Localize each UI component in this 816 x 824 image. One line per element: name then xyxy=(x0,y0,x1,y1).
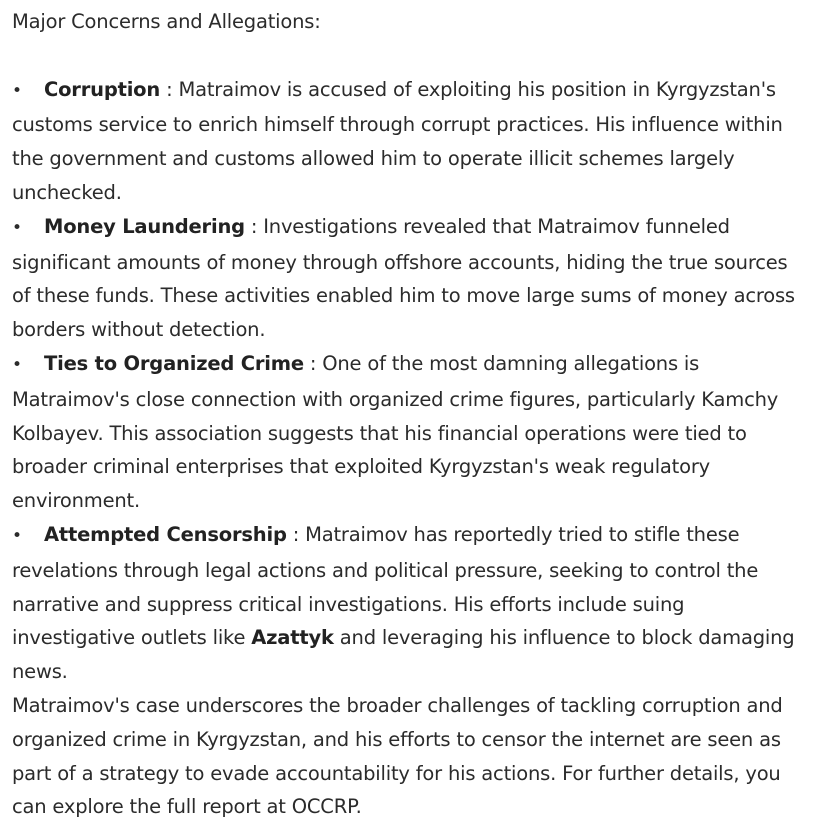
item-term: Money Laundering xyxy=(44,214,245,238)
bullet-icon: • xyxy=(12,80,22,101)
document-body xyxy=(12,5,802,824)
list-item-censorship xyxy=(12,518,802,689)
list-item-corruption xyxy=(12,73,802,210)
item-text: : Matraimov is accused of exploiting his position in Kyrgyzstan's customs service to enrich himself through corrupt practices. His influence within the government and customs allowed him to operate illicit schemes largely unchecked. xyxy=(12,77,783,204)
item-text-after: and leveraging his influence to block damaging news. xyxy=(12,626,795,684)
bullet-icon: • xyxy=(12,354,22,375)
bullet-icon: • xyxy=(12,217,22,238)
item-term: Ties to Organized Crime xyxy=(44,351,304,375)
outlet-name: Azattyk xyxy=(251,626,334,650)
list-item-money-laundering xyxy=(12,210,802,347)
item-text: : One of the most damning allegations is Matraimov's close connection with organized crime figures, particularly Kamchy Kolbayev. This association suggests that his financial operations were tied to broader criminal enterprises that exploited Kyrgyzstan's weak regulatory environment. xyxy=(12,351,779,513)
item-term: Corruption xyxy=(44,77,161,101)
blank-line xyxy=(12,39,802,73)
list-item-organized-crime xyxy=(12,347,802,518)
item-text: : Investigations revealed that Matraimov funneled significant amounts of money through offshore accounts, hiding the true sources of these funds. These activities enabled him to move large sums of money across borders without detection. xyxy=(12,214,795,342)
bullet-icon: • xyxy=(12,525,22,546)
item-text: : Matraimov has reportedly tried to stifle these revelations through legal actions and political pressure, seeking to control the narrative and suppress critical investigations. His efforts include suing investigative outlets like xyxy=(12,522,759,650)
item-term: Attempted Censorship xyxy=(44,522,287,546)
section-heading: Major Concerns and Allegations: xyxy=(12,10,321,33)
closing-paragraph: Matraimov's case underscores the broader challenges of tackling corruption and organized crime in Kyrgyzstan, and his efforts to censor the internet are seen as part of a strategy to evade accountability for his actions. For further details, you can explore the full report at OCCRP. xyxy=(12,693,783,819)
